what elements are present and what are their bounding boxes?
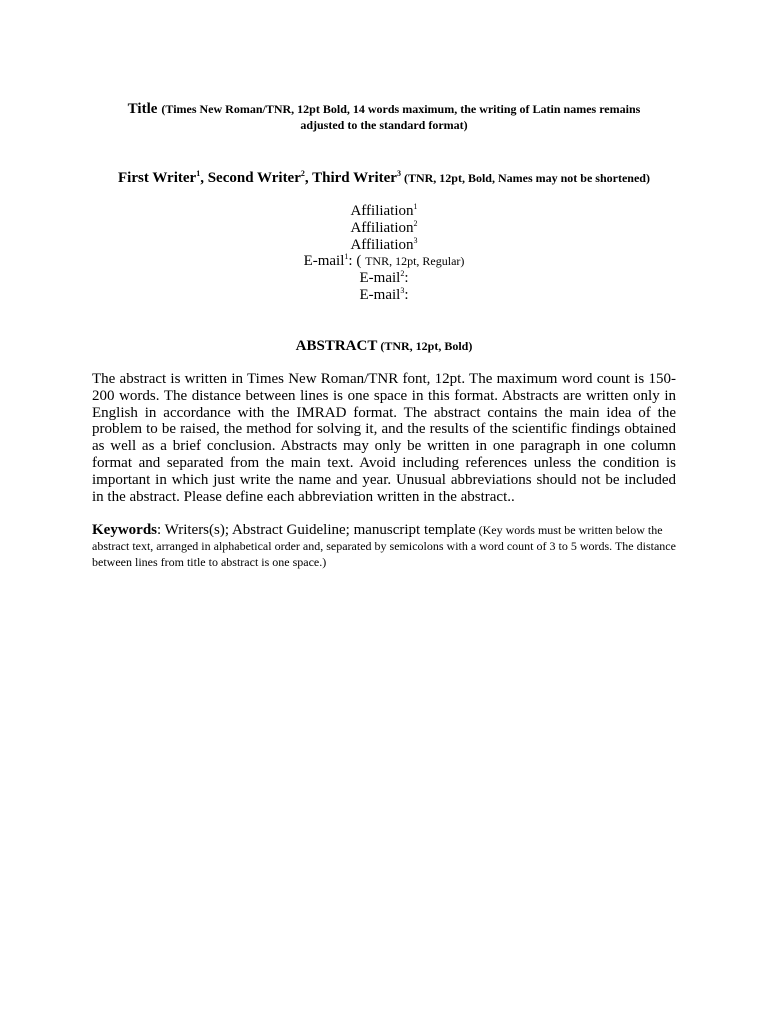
author-separator: , <box>200 170 208 186</box>
first-author-sup: 1 <box>196 169 201 178</box>
title-label: Title <box>127 101 158 117</box>
affiliation-line: Affiliation$^2$ <box>350 218 418 236</box>
second-author-sup: 2 <box>300 169 305 178</box>
affiliation-line: Affiliation$^3$ <box>350 235 418 253</box>
keywords-paragraph <box>92 522 682 570</box>
abstract-heading-label: ABSTRACT <box>295 338 378 354</box>
keywords-label: Keywords <box>92 522 157 538</box>
keywords-note: (Key words must be written below the abstract text, arranged in alphabetical order and, separated by semicolons with a word count of 3 to 5 words. The distance between lines from title to abstract is one space.) <box>92 523 676 569</box>
title-note-line1: (Times New Roman/TNR, 12pt Bold, 14 words maximum, the writing of Latin names remains <box>161 102 641 116</box>
affiliation-line: Affiliation$^1$ <box>350 202 418 219</box>
affiliation-block <box>92 203 676 304</box>
title-note-line2: adjusted to the standard format) <box>300 118 468 132</box>
first-author: First Writer <box>118 170 197 186</box>
keywords-text: : Writers(s); Abstract Guideline; manuscript template <box>157 522 476 538</box>
abstract-body: The abstract is written in Times New Roman/TNR font, 12pt. The maximum word count is 150-200 words. The distance between lines is one space in this format. Abstracts are written only in English in accordance with the IMRAD format. The abstract contains the main idea of the problem to be raised, the method for solving it, and the results of the scientific findings obtained as well as a brief conclusion. Abstracts may only be written in one paragraph in one column format and separated from the main text. Avoid including references unless the condition is important in which just write the name and year. Unusual abbreviations should not be included in the abstract. Please define each abbreviation written in the abstract.. <box>92 371 676 505</box>
author-line <box>60 170 708 187</box>
email-line: E-mail$^1$: ( TNR, 12pt, Regular) <box>303 252 465 270</box>
author-note: (TNR, 12pt, Bold, Names may not be shortened) <box>400 171 650 185</box>
author-separator: , <box>304 170 313 186</box>
title-block <box>92 101 676 133</box>
third-author: Third Writer <box>312 170 397 186</box>
email-line: E-mail$^2$: <box>359 269 409 287</box>
abstract-heading <box>92 338 676 355</box>
email-line: E-mail$^3$: <box>359 285 409 303</box>
third-author-sup: 3 <box>396 169 401 178</box>
second-author: Second Writer <box>207 170 301 186</box>
abstract-heading-note: (TNR, 12pt, Bold) <box>377 339 473 353</box>
